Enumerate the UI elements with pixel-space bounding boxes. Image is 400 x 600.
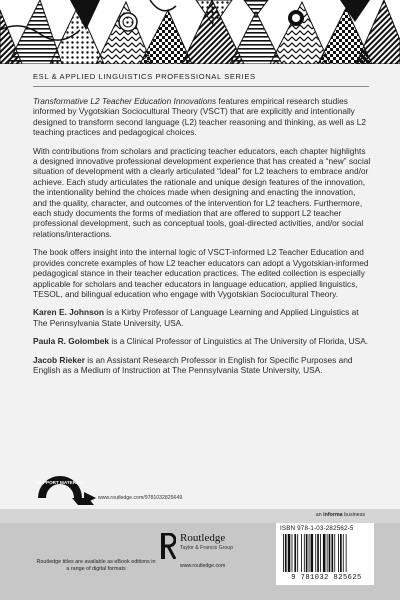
support-material-icon (36, 468, 100, 508)
barcode-bar (323, 534, 326, 572)
informa-suffix: business (342, 512, 365, 518)
barcode (282, 534, 370, 572)
barcode-bar (343, 534, 344, 572)
support-material-url[interactable]: www.routledge.com/9781032825649 (98, 495, 183, 501)
author-bio-3 (33, 355, 371, 376)
informa-prefix: an (315, 512, 324, 518)
cover-pattern-art (0, 0, 400, 64)
support-material-label: SUPPORT MATERIAL (36, 480, 84, 485)
barcode-bar (306, 534, 308, 572)
publisher-block (180, 532, 233, 569)
description-paragraph-1 (33, 96, 371, 138)
informa-business-tag (316, 512, 365, 518)
publisher-website[interactable]: www.routledge.com (180, 563, 226, 569)
barcode-bar (331, 534, 333, 572)
barcode-bar (338, 534, 339, 572)
barcode-bar (285, 534, 287, 572)
series-divider (33, 86, 369, 87)
barcode-bar (283, 534, 284, 572)
description-paragraph-3: The book offers insight into the internal logic of VSCT-informed L2 Teacher Education and provides concrete examples of how L2 teacher educators can adopt a Vygotskian-informed pedagogical stance in their teacher education practices. The edited collection is especially applicable for scholars and teacher educators in language education, applied linguistics, TESOL, and bilingual education who engage with Vygotskian Sociocultural Theory. (33, 247, 369, 299)
barcode-bar (304, 534, 305, 572)
author-name: Paula R. Golombek (33, 336, 110, 347)
author-bio-1 (33, 307, 371, 328)
routledge-logo-icon (160, 533, 176, 559)
barcode-bar (309, 534, 310, 572)
author-bio-2 (33, 336, 371, 346)
barcode-bar (294, 534, 296, 572)
barcode-bar (327, 534, 328, 572)
barcode-digits: 9 781032 825625 (291, 574, 362, 582)
author-bio-text: is a Clinical Professor of Linguistics at The University of Florida, USA. (109, 336, 369, 347)
back-cover-text (33, 96, 371, 383)
publisher-group: Taylor & Francis Group (180, 545, 234, 551)
barcode-bar (292, 534, 293, 572)
support-material-badge (36, 468, 100, 508)
barcode-bar (297, 534, 298, 572)
book-title-italic: Transformative L2 Teacher Education Innovations (33, 96, 217, 106)
barcode-bar (334, 534, 335, 572)
author-bio-text: is a Kirby Professor of Language Learning and Applied Linguistics at The Pennsylvania State University, USA. (33, 307, 359, 328)
barcode-bar (340, 534, 342, 572)
barcode-bar (320, 534, 321, 572)
isbn-label: ISBN 978-1-03-282562-5 (280, 525, 354, 532)
barcode-bar (329, 534, 331, 572)
publisher-name: Routledge (180, 532, 226, 544)
author-bio-text: is an Assistant Research Professor in English for Specific Purposes and English as a Medium of Instruction at The Pennsylvania State University, USA. (33, 354, 353, 375)
pattern-illustration (0, 0, 400, 64)
barcode-bar (315, 534, 316, 572)
ebook-availability-note: Routledge titles are available as eBook editions in a range of digital formats (36, 559, 156, 572)
barcode-bar (317, 534, 319, 572)
barcode-bar (346, 534, 347, 572)
barcode-bar (301, 534, 302, 572)
author-name: Karen E. Johnson (33, 307, 104, 318)
barcode-bar (311, 534, 314, 572)
series-title: ESL & APPLIED LINGUISTICS PROFESSIONAL SERIES (33, 72, 256, 81)
description-paragraph-2: With contributions from scholars and practicing teacher educators, each chapter highlights a designed innovative professional development experience that has created a “new” social situation of development with a clearly articulated “ideal” for L2 teachers to embrace and/or achieve. Each study articulates the rationale and unique design features of the innovation, the intentionality behind the choices made when designing and enacting the innovation, and the quality, character, and outcomes of the intervention for L2 teachers. Furthermore, each study documents the forms of mediation that are offered to support L2 teacher professional development, such as conceptual tools, goal-directed activities, and/or social relations/interactions. (33, 145, 371, 239)
informa-brand: informa (323, 512, 343, 518)
author-name: Jacob Rieker (33, 354, 85, 365)
barcode-bar (288, 534, 291, 572)
description-paragraph-1-text: features empirical research studies informed by Vygotskian Sociocultural Theory (VSCT) that are explicitly and intentionally designed to transform second language (L2) teacher reasoning and thinking, as well as L2 teaching practices and pedagogical choices. (33, 96, 367, 138)
